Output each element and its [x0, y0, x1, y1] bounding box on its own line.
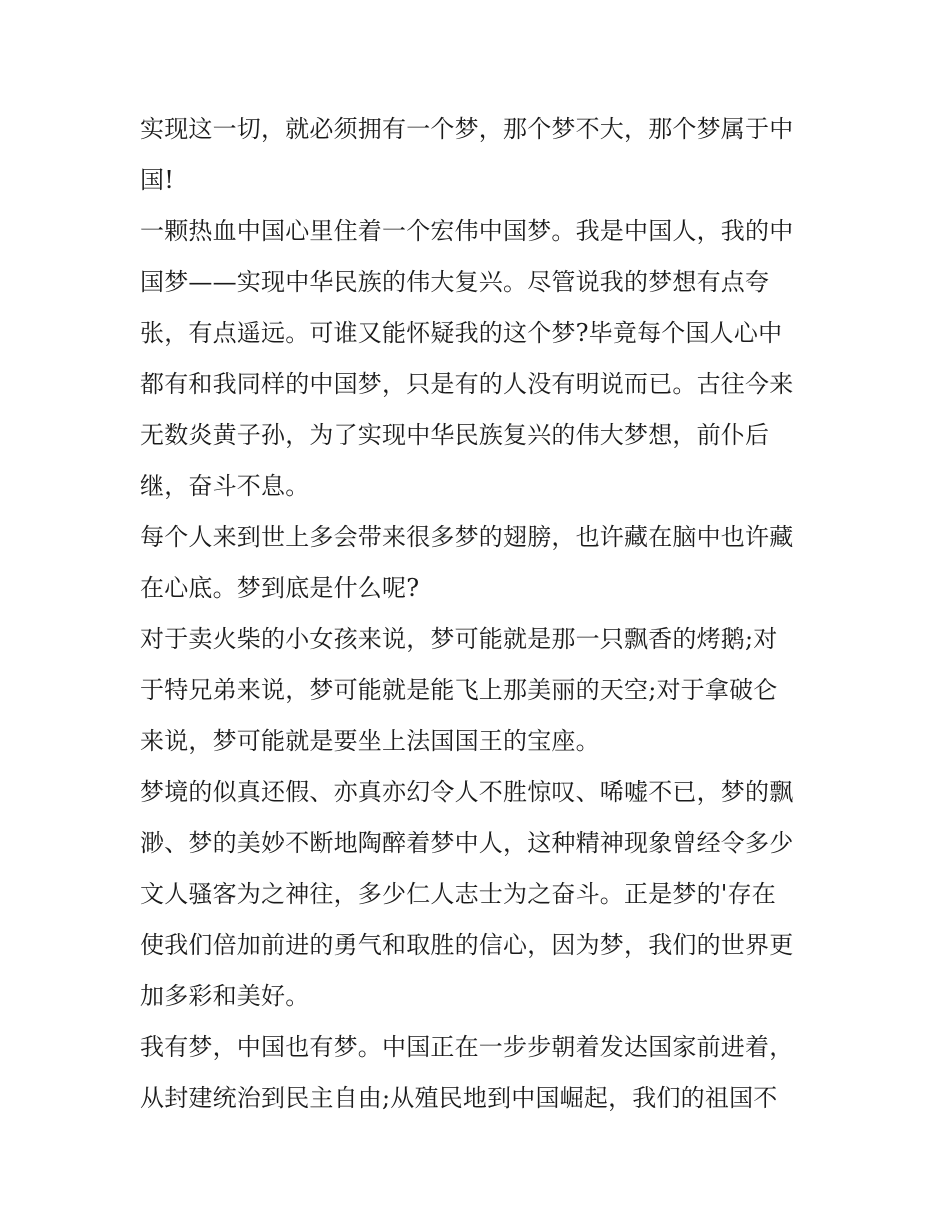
text-line: 加多彩和美好。	[140, 982, 310, 1010]
text-line: 文人骚客为之神往，多少仁人志士为之奋斗。正是梦的'存在	[140, 880, 776, 908]
text-line: 在心底。梦到底是什么呢?	[140, 574, 420, 602]
text-line: 渺、梦的美妙不断地陶醉着梦中人，这种精神现象曾经令多少	[140, 829, 794, 857]
text-line: 无数炎黄子孙，为了实现中华民族复兴的伟大梦想，前仆后	[140, 421, 770, 449]
text-line: 国!	[140, 166, 175, 194]
text-line: 一颗热血中国心里住着一个宏伟中国梦。我是中国人，我的中	[140, 217, 794, 245]
text-line: 我有梦，中国也有梦。中国正在一步步朝着发达国家前进着，	[140, 1033, 794, 1061]
text-line: 从封建统治到民主自由;从殖民地到中国崛起，我们的祖国不	[140, 1084, 778, 1112]
essay-body	[140, 104, 816, 1124]
text-line: 实现这一切，就必须拥有一个梦，那个梦不大，那个梦属于中	[140, 115, 794, 143]
text-line: 使我们倍加前进的勇气和取胜的信心，因为梦，我们的世界更	[140, 931, 794, 959]
text-line: 来说，梦可能就是要坐上法国国王的宝座。	[140, 727, 600, 755]
text-line: 于特兄弟来说，梦可能就是能飞上那美丽的天空;对于拿破仑	[140, 676, 778, 704]
text-line: 梦境的似真还假、亦真亦幻令人不胜惊叹、唏嘘不已，梦的飘	[140, 778, 794, 806]
text-line: 国梦——实现中华民族的伟大复兴。尽管说我的梦想有点夸	[140, 268, 770, 296]
text-line: 都有和我同样的中国梦，只是有的人没有明说而已。古往今来	[140, 370, 794, 398]
text-line: 张，有点遥远。可谁又能怀疑我的这个梦?毕竟每个国人心中	[140, 319, 783, 347]
text-line: 对于卖火柴的小女孩来说，梦可能就是那一只飘香的烤鹅;对	[140, 625, 778, 653]
text-line: 每个人来到世上多会带来很多梦的翅膀，也许藏在脑中也许藏	[140, 523, 794, 551]
text-line: 继，奋斗不息。	[140, 472, 310, 500]
